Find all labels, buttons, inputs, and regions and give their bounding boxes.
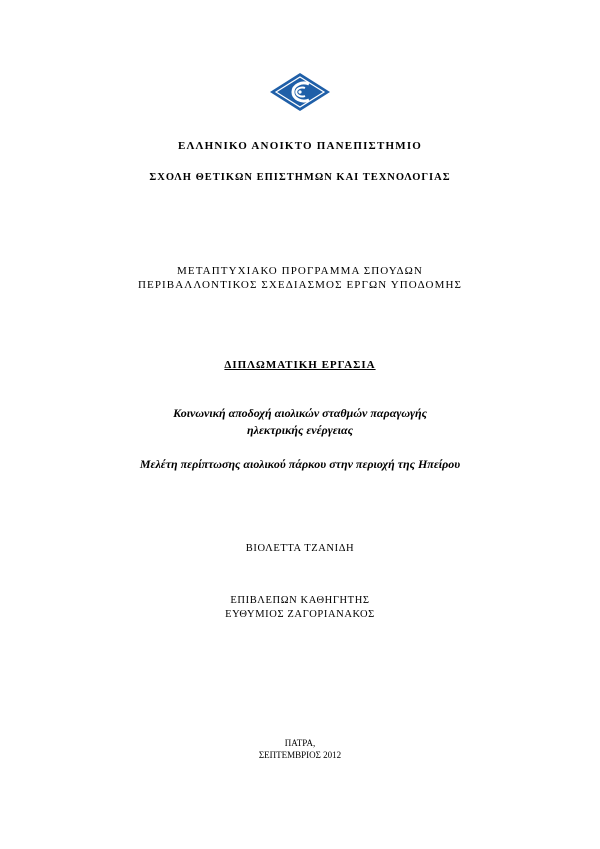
program-name: ΠΕΡΙΒΑΛΛΟΝΤΙΚΟΣ ΣΧΕΔΙΑΣΜΟΣ ΕΡΓΩΝ ΥΠΟΔΟΜΗΣ [137,279,463,291]
supervisor-name: ΕΥΘΥΜΙΟΣ ΖΑΓΟΡΙΑΝΑΚΟΣ [225,609,375,620]
thesis-title-line2: ηλεκτρικής ενέργειας [247,423,353,437]
thesis-subtitle: Μελέτη περίπτωσης αιολικού πάρκου στην περιοχή της Ηπείρου [139,457,461,471]
university-name: ΕΛΛΗΝΙΚΟ ΑΝΟΙΚΤΟ ΠΑΝΕΠΙΣΤΗΜΙΟ [177,140,423,152]
university-logo [269,72,331,112]
supervisor-label: ΕΠΙΒΛΕΠΩΝ ΚΑΘΗΓΗΤΗΣ [230,595,370,606]
school-name: ΣΧΟΛΗ ΘΕΤΙΚΩΝ ΕΠΙΣΤΗΜΩΝ ΚΑΙ ΤΕΧΝΟΛΟΓΙΑΣ [149,172,451,183]
author-name: ΒΙΟΛΕΤΤΑ ΤΖΑΝΙΔΗ [245,543,355,554]
place-text: ΠΑΤΡΑ, [284,738,316,748]
date-text: ΣΕΠΤΕΜΒΡΙΟΣ 2012 [258,750,342,760]
thesis-type-heading: ΔΙΠΛΩΜΑΤΙΚΗ ΕΡΓΑΣΙΑ [224,359,376,371]
program-title: ΜΕΤΑΠΤΥΧΙΑΚΟ ΠΡΟΓΡΑΜΜΑ ΣΠΟΥΔΩΝ [177,265,423,277]
thesis-title-line1: Κοινωνική αποδοχή αιολικών σταθμών παραγωγής [173,406,427,420]
